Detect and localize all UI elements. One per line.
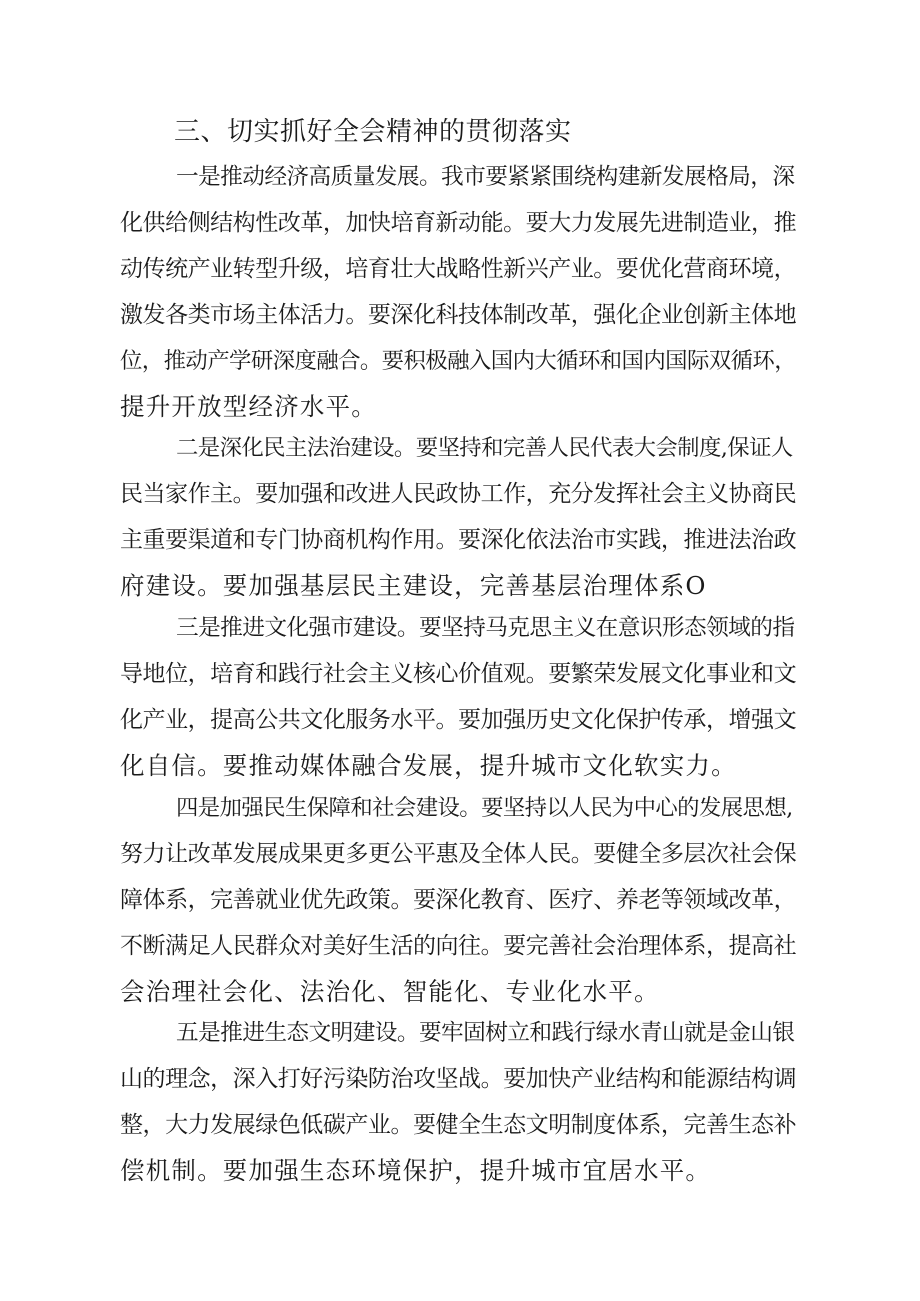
paragraph-line: 提升开放型经济水平。 — [120, 392, 377, 421]
paragraph-line: 努力让改革发展成果更多更公平惠及全体人民。要健全多层次社会保 — [120, 841, 796, 867]
paragraph-line: 三是推进文化强市建设。要坚持马克思主义在意识形态领域的指 — [176, 615, 795, 641]
paragraph-line: 主重要渠道和专门协商机构作用。要深化依法治市实践，推进法治政 — [120, 527, 796, 553]
paragraph-line: 化产业，提高公共文化服务水平。要加强历史文化保护传承，增强文 — [120, 707, 796, 733]
paragraph-line: 化自信。要推动媒体融合发展，提升城市文化软实力。 — [120, 751, 737, 780]
section-heading: 三、切实抓好全会精神的贯彻落实 — [174, 117, 572, 147]
paragraph-line: 山的理念，深入打好污染防治攻坚战。要加快产业结构和能源结构调 — [120, 1066, 796, 1092]
paragraph-line: 五是推进生态文明建设。要牢固树立和践行绿水青山就是金山银 — [176, 1020, 795, 1046]
paragraph-line: 激发各类市场主体活力。要深化科技体制改革，强化企业创新主体地 — [120, 302, 796, 328]
paragraph-line: 会治理社会化、法治化、智能化、专业化水平。 — [120, 977, 660, 1006]
paragraph-line: 不断满足人民群众对美好生活的向往。要完善社会治理体系，提高社 — [120, 933, 796, 959]
paragraph-line: 府建设。要加强基层民主建设，完善基层治理体系O — [120, 571, 707, 600]
paragraph-line: 一是推动经济高质量发展。我市要紧紧围绕构建新发展格局，深 — [176, 164, 795, 190]
paragraph-line: 动传统产业转型升级，培育壮大战略性新兴产业。要优化营商环境， — [120, 256, 796, 282]
paragraph-line: 民当家作主。要加强和改进人民政协工作，充分发挥社会主义协商民 — [120, 481, 796, 507]
paragraph-line: 化供给侧结构性改革，加快培育新动能。要大力发展先进制造业，推 — [120, 210, 796, 236]
paragraph-line: 四是加强民生保障和社会建设。要坚持以人民为中心的发展思想, — [176, 795, 793, 821]
paragraph-line: 障体系，完善就业优先政策。要深化教育、医疗、养老等领域改革， — [120, 887, 796, 913]
paragraph-line: 导地位，培育和践行社会主义核心价值观。要繁荣发展文化事业和文 — [120, 661, 796, 687]
paragraph-line: 偿机制。要加强生态环境保护，提升城市宜居水平。 — [120, 1156, 712, 1185]
paragraph-line: 整，大力发展绿色低碳产业。要健全生态文明制度体系，完善生态补 — [120, 1112, 796, 1138]
paragraph-line: 二是深化民主法治建设。要坚持和完善人民代表大会制度,保证人 — [176, 435, 793, 461]
paragraph-line: 位，推动产学研深度融合。要积极融入国内大循环和国内国际双循环， — [120, 348, 796, 374]
